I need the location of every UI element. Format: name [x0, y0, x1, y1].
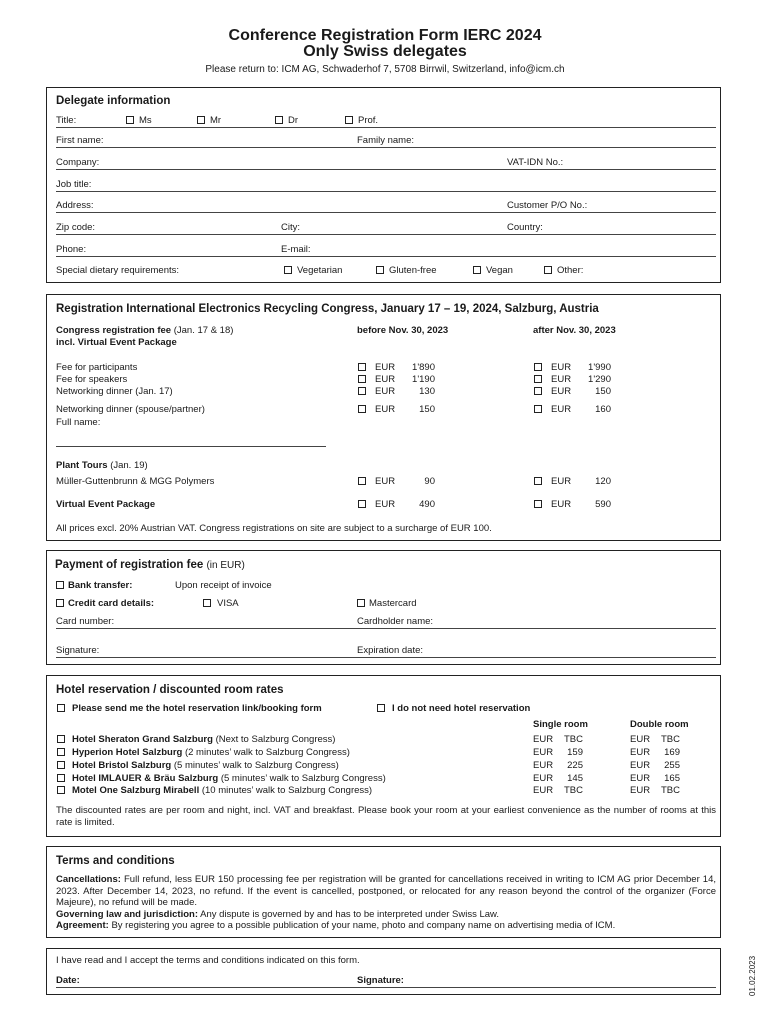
cancellation-label: Cancellations: [56, 874, 121, 885]
law-label: Governing law and jurisdiction: [56, 908, 198, 920]
agreement-label: Agreement: [56, 920, 109, 931]
row-speakers-after-currency: EUR [551, 374, 572, 385]
row-spouse-before-price: 150 [419, 404, 435, 415]
job-title-field[interactable] [56, 191, 716, 192]
row-speakers-before-checkbox[interactable] [358, 375, 366, 383]
plant-tours [56, 460, 148, 471]
payment-heading-unit: (in EUR) [206, 560, 245, 571]
acceptance-signature-field[interactable] [56, 987, 716, 988]
row-spouse-after-price: 160 [595, 404, 611, 415]
cancellation-paragraph [56, 874, 716, 909]
hotel-4-name: Hotel IMLAUER & Bräu Salzburg [72, 773, 219, 784]
hotel-5-checkbox[interactable] [57, 786, 65, 794]
payment-section [46, 550, 721, 665]
virtual-before-checkbox[interactable] [358, 500, 366, 508]
hotel-1-single-currency: EUR [533, 734, 554, 745]
row-participants-after-checkbox[interactable] [534, 363, 542, 371]
row-spouse-after-currency: EUR [551, 404, 572, 415]
title-mr-checkbox[interactable] [197, 116, 205, 124]
diet-other-label: Other: [557, 265, 584, 276]
acceptance-date-label: Date: [56, 975, 80, 986]
row-spouse-after-checkbox[interactable] [534, 405, 542, 413]
family-name-label: Family name: [357, 135, 415, 146]
hotel-5-single: TBC [564, 785, 583, 796]
row-participants-before-checkbox[interactable] [358, 363, 366, 371]
job-title-label: Job title: [56, 179, 92, 190]
address-label: Address: [56, 200, 94, 211]
hotel-3-note: (5 minutes’ walk to Salzburg Congress) [173, 760, 339, 771]
hotel-3-label [72, 760, 339, 771]
row-participants-after-currency: EUR [551, 362, 572, 373]
return-address: Please return to: ICM AG, Schwaderhof 7, 5708 Birrwil, Switzerland, info@icm.ch [205, 64, 565, 75]
hotel-5-label [72, 785, 372, 796]
hotel-3-name: Hotel Bristol Salzburg [72, 760, 172, 771]
hotel-none-checkbox[interactable] [377, 704, 385, 712]
credit-card-checkbox[interactable] [56, 599, 64, 607]
col-before: before Nov. 30, 2023 [357, 325, 449, 336]
credit-card-label: Credit card details: [68, 598, 155, 609]
plant-after-checkbox[interactable] [534, 477, 542, 485]
hotel-1-checkbox[interactable] [57, 735, 65, 743]
col-double: Double room [630, 719, 689, 730]
bank-transfer-note: Upon receipt of invoice [175, 580, 272, 591]
acceptance-text: I have read and I accept the terms and conditions indicated on this form. [56, 955, 360, 966]
row-dinner-before-checkbox[interactable] [358, 387, 366, 395]
hotel-none-label: I do not need hotel reservation [392, 703, 531, 714]
plant-before-checkbox[interactable] [358, 477, 366, 485]
registration-section [46, 294, 721, 541]
hotel-5-double-currency: EUR [630, 785, 651, 796]
plant-after-price: 120 [595, 476, 611, 487]
hotel-1-label [72, 734, 335, 745]
row-participants-before-price: 1'890 [412, 362, 435, 373]
agreement-text: By registering you agree to a possible publication of your name, photo and company name on advertising media of ICM. [111, 920, 616, 931]
delegate-section [46, 87, 721, 283]
diet-glutenfree-label: Gluten-free [389, 265, 437, 276]
full-name-label: Full name: [56, 417, 101, 428]
diet-vegan-checkbox[interactable] [473, 266, 481, 274]
row-participants-before-currency: EUR [375, 362, 396, 373]
hotel-3-single-currency: EUR [533, 760, 554, 771]
company-label: Company: [56, 157, 100, 168]
row-speakers-label: Fee for speakers [56, 374, 128, 385]
form-title: Conference Registration Form IERC 2024 [228, 27, 542, 44]
col-after: after Nov. 30, 2023 [533, 325, 616, 336]
hotel-1-double: TBC [661, 734, 680, 745]
plant-after-currency: EUR [551, 476, 572, 487]
row-dinner-before-currency: EUR [375, 386, 396, 397]
hotel-4-double-currency: EUR [630, 773, 651, 784]
title-prof-checkbox[interactable] [345, 116, 353, 124]
hotel-2-double: 169 [664, 747, 680, 758]
hotel-send-link-label: Please send me the hotel reservation link/booking form [72, 703, 322, 714]
fee-label [56, 325, 233, 336]
hotel-4-label [72, 773, 386, 784]
hotel-3-double: 255 [664, 760, 680, 771]
row-participants-label: Fee for participants [56, 362, 138, 373]
terms-heading: Terms and conditions [56, 855, 175, 867]
title-dr-label: Dr [288, 115, 299, 126]
vat-label: VAT-IDN No.: [507, 157, 564, 168]
hotel-4-double: 165 [664, 773, 680, 784]
hotel-1-single: TBC [564, 734, 583, 745]
hotel-note: The discounted rates are per room and night, incl. VAT and breakfast. Please book your room at your earliest convenience as the number of rooms at this rate is limited. [56, 805, 716, 828]
hotel-3-checkbox[interactable] [57, 761, 65, 769]
hotel-1-name: Hotel Sheraton Grand Salzburg [72, 734, 213, 745]
diet-vegetarian-checkbox[interactable] [284, 266, 292, 274]
hotel-1-double-currency: EUR [630, 734, 651, 745]
phone-label: Phone: [56, 244, 87, 255]
row-spouse-before-checkbox[interactable] [358, 405, 366, 413]
title-mr-label: Mr [210, 115, 222, 126]
terms-section [46, 846, 721, 938]
plant-tours-title: Plant Tours [56, 460, 108, 471]
hotel-2-name: Hyperion Hotel Salzburg [72, 747, 183, 758]
virtual-after-checkbox[interactable] [534, 500, 542, 508]
diet-other-checkbox[interactable] [544, 266, 552, 274]
mastercard-checkbox[interactable] [357, 599, 365, 607]
form-subtitle: Only Swiss delegates [303, 43, 467, 60]
row-dinner-after-currency: EUR [551, 386, 572, 397]
payment-signature-field[interactable] [56, 657, 716, 658]
row-speakers-before-currency: EUR [375, 374, 396, 385]
virtual-after-price: 590 [595, 499, 611, 510]
phone-field[interactable] [56, 256, 716, 257]
row-speakers-after-price: 1'290 [588, 374, 611, 385]
company-field[interactable] [56, 169, 716, 170]
hotel-4-checkbox[interactable] [57, 774, 65, 782]
row-speakers-after-checkbox[interactable] [534, 375, 542, 383]
registration-heading: Registration International Electronics Recycling Congress, January 17 – 19, 2024, Salzburg, Austria [56, 303, 599, 315]
hotel-2-checkbox[interactable] [57, 748, 65, 756]
full-name-field[interactable] [56, 446, 326, 447]
address-field[interactable] [56, 212, 716, 213]
hotel-5-single-currency: EUR [533, 785, 554, 796]
zip-label: Zip code: [56, 222, 96, 233]
revision-date: 01.02.2023 [748, 955, 757, 996]
hotel-2-label [72, 747, 350, 758]
hotel-4-single-currency: EUR [533, 773, 554, 784]
diet-glutenfree-checkbox[interactable] [376, 266, 384, 274]
agreement-paragraph [56, 920, 716, 932]
dietary-label: Special dietary requirements: [56, 265, 180, 276]
row-spouse-label: Networking dinner (spouse/partner) [56, 404, 205, 415]
virtual-before-currency: EUR [375, 499, 396, 510]
city-label: City: [281, 222, 300, 233]
row-spouse-before-currency: EUR [375, 404, 396, 415]
law-paragraph [56, 909, 716, 921]
card-number-label: Card number: [56, 616, 115, 627]
hotel-2-note: (2 minutes’ walk to Salzburg Congress) [184, 747, 350, 758]
visa-label: VISA [217, 598, 239, 609]
expiration-label: Expiration date: [357, 645, 424, 656]
virtual-before-price: 490 [419, 499, 435, 510]
acceptance-signature-label: Signature: [357, 975, 404, 986]
card-number-field[interactable] [56, 628, 716, 629]
fee-sub: incl. Virtual Event Package [56, 337, 177, 348]
hotel-1-note: (Next to Salzburg Congress) [215, 734, 336, 745]
acceptance-section [46, 948, 721, 995]
mastercard-label: Mastercard [369, 598, 417, 609]
virtual-label: Virtual Event Package [56, 499, 156, 510]
hotel-5-note: (10 minutes’ walk to Salzburg Congress) [201, 785, 373, 796]
fee-label-text: Congress registration fee [56, 325, 172, 336]
hotel-5-name: Motel One Salzburg Mirabell [72, 785, 200, 796]
fee-dates: (Jan. 17 & 18) [173, 325, 234, 336]
payment-heading [55, 559, 245, 571]
plant-tours-dates: (Jan. 19) [110, 460, 148, 471]
hotel-2-single-currency: EUR [533, 747, 554, 758]
hotel-3-double-currency: EUR [630, 760, 651, 771]
bank-transfer-checkbox[interactable] [56, 581, 64, 589]
terms-body [56, 874, 716, 932]
cancellation-text: Full refund, less EUR 150 processing fee per registration will be granted for cancellations received in writing to ICM AG prior December 14, 2023. After December 14, 2023, no refund. If the event is cancelled, postponed, or relocated for any reason beyond the control of the organizer (Force Majeure), no refund will be made. [56, 874, 717, 908]
title-ms-checkbox[interactable] [126, 116, 134, 124]
cardholder-label: Cardholder name: [357, 616, 434, 627]
title-line [56, 127, 716, 128]
payment-heading-text: Payment of registration fee [55, 559, 204, 571]
row-dinner-before-price: 130 [419, 386, 435, 397]
country-label: Country: [507, 222, 543, 233]
hotel-3-single: 225 [567, 760, 583, 771]
hotel-section [46, 675, 721, 837]
plant-label: Müller-Guttenbrunn & MGG Polymers [56, 476, 215, 487]
hotel-send-link-checkbox[interactable] [57, 704, 65, 712]
diet-vegan-label: Vegan [486, 265, 513, 276]
row-speakers-before-price: 1'190 [412, 374, 435, 385]
title-prof-label: Prof. [358, 115, 379, 126]
hotel-4-single: 145 [567, 773, 583, 784]
email-label: E-mail: [281, 244, 311, 255]
customer-po-label: Customer P/O No.: [507, 200, 588, 211]
title-ms-label: Ms [139, 115, 152, 126]
delegate-heading: Delegate information [56, 95, 171, 107]
hotel-5-double: TBC [661, 785, 680, 796]
first-name-field[interactable] [56, 147, 716, 148]
row-participants-after-price: 1'990 [588, 362, 611, 373]
col-single: Single room [533, 719, 588, 730]
registration-note: All prices excl. 20% Austrian VAT. Congress registrations on site are subject to a surcharge of EUR 100. [56, 523, 492, 534]
plant-before-currency: EUR [375, 476, 396, 487]
law-text: Any dispute is governed by and has to be interpreted under Swiss Law. [200, 908, 500, 920]
hotel-heading: Hotel reservation / discounted room rates [56, 684, 284, 696]
title-label: Title: [56, 115, 77, 126]
zip-field[interactable] [56, 234, 716, 235]
row-dinner-after-price: 150 [595, 386, 611, 397]
hotel-4-note: (5 minutes’ walk to Salzburg Congress) [220, 773, 386, 784]
payment-signature-label: Signature: [56, 645, 100, 656]
row-dinner-after-checkbox[interactable] [534, 387, 542, 395]
row-dinner-label: Networking dinner (Jan. 17) [56, 386, 173, 397]
first-name-label: First name: [56, 135, 104, 146]
virtual-after-currency: EUR [551, 499, 572, 510]
hotel-2-double-currency: EUR [630, 747, 651, 758]
title-dr-checkbox[interactable] [275, 116, 283, 124]
hotel-2-single: 159 [567, 747, 583, 758]
visa-checkbox[interactable] [203, 599, 211, 607]
bank-transfer-label: Bank transfer: [68, 580, 133, 591]
plant-before-price: 90 [424, 476, 435, 487]
diet-vegetarian-label: Vegetarian [297, 265, 343, 276]
